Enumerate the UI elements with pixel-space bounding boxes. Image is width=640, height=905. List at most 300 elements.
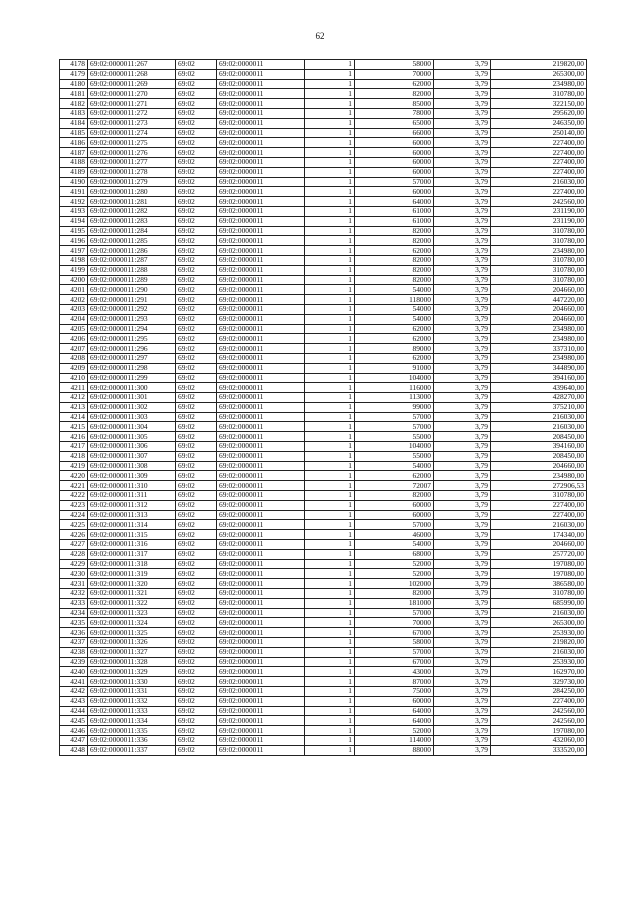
cadastral-value-cell: 204660,00 [491,285,587,295]
cadastral-quarter-cell: 69:02:0000011 [217,500,305,510]
count-cell: 1 [305,422,355,432]
area-cell: 46000 [355,530,434,540]
count-cell: 1 [305,500,355,510]
row-number-cell: 4235 [60,618,88,628]
table-row [60,89,587,99]
cadastral-quarter-cell: 69:02:0000011 [217,167,305,177]
table-row [60,60,587,70]
cadastral-number-cell: 69:02:0000011:321 [88,589,176,599]
district-code-cell: 69:02 [176,167,217,177]
row-number-cell: 4240 [60,667,88,677]
count-cell: 1 [305,745,355,755]
district-code-cell: 69:02 [176,314,217,324]
count-cell: 1 [305,510,355,520]
count-cell: 1 [305,79,355,89]
row-number-cell: 4185 [60,128,88,138]
count-cell: 1 [305,589,355,599]
area-cell: 60000 [355,138,434,148]
count-cell: 1 [305,530,355,540]
cadastral-value-cell: 265300,00 [491,69,587,79]
cadastral-value-cell: 234980,00 [491,353,587,363]
district-code-cell: 69:02 [176,647,217,657]
table-row [60,246,587,256]
cadastral-value-cell: 204660,00 [491,314,587,324]
cadastral-quarter-cell: 69:02:0000011 [217,706,305,716]
area-cell: 57000 [355,422,434,432]
count-cell: 1 [305,157,355,167]
cadastral-quarter-cell: 69:02:0000011 [217,118,305,128]
area-cell: 54000 [355,314,434,324]
district-code-cell: 69:02 [176,520,217,530]
row-number-cell: 4183 [60,108,88,118]
district-code-cell: 69:02 [176,236,217,246]
district-code-cell: 69:02 [176,69,217,79]
row-number-cell: 4203 [60,304,88,314]
area-cell: 54000 [355,304,434,314]
cadastral-number-cell: 69:02:0000011:290 [88,285,176,295]
specific-value-cell: 3,79 [434,461,491,471]
cadastral-number-cell: 69:02:0000011:283 [88,216,176,226]
table-row [60,569,587,579]
cadastral-value-cell: 337310,00 [491,344,587,354]
specific-value-cell: 3,79 [434,745,491,755]
row-number-cell: 4208 [60,353,88,363]
cadastral-quarter-cell: 69:02:0000011 [217,638,305,648]
count-cell: 1 [305,442,355,452]
district-code-cell: 69:02 [176,677,217,687]
area-cell: 78000 [355,108,434,118]
cadastral-number-cell: 69:02:0000011:335 [88,726,176,736]
area-cell: 67000 [355,628,434,638]
cadastral-number-cell: 69:02:0000011:337 [88,745,176,755]
cadastral-quarter-cell: 69:02:0000011 [217,393,305,403]
table-row [60,197,587,207]
specific-value-cell: 3,79 [434,481,491,491]
specific-value-cell: 3,79 [434,579,491,589]
row-number-cell: 4201 [60,285,88,295]
district-code-cell: 69:02 [176,285,217,295]
table-row [60,226,587,236]
count-cell: 1 [305,216,355,226]
cadastral-number-cell: 69:02:0000011:327 [88,647,176,657]
cadastral-number-cell: 69:02:0000011:324 [88,618,176,628]
cadastral-number-cell: 69:02:0000011:281 [88,197,176,207]
cadastral-value-cell: 310780,00 [491,589,587,599]
row-number-cell: 4219 [60,461,88,471]
district-code-cell: 69:02 [176,412,217,422]
district-code-cell: 69:02 [176,157,217,167]
cadastral-quarter-cell: 69:02:0000011 [217,236,305,246]
cadastral-quarter-cell: 69:02:0000011 [217,138,305,148]
area-cell: 61000 [355,216,434,226]
cadastral-value-cell: 447220,00 [491,295,587,305]
count-cell: 1 [305,353,355,363]
count-cell: 1 [305,481,355,491]
row-number-cell: 4220 [60,471,88,481]
district-code-cell: 69:02 [176,177,217,187]
district-code-cell: 69:02 [176,128,217,138]
table-row [60,530,587,540]
specific-value-cell: 3,79 [434,197,491,207]
district-code-cell: 69:02 [176,393,217,403]
table-row [60,461,587,471]
area-cell: 67000 [355,657,434,667]
district-code-cell: 69:02 [176,667,217,677]
cadastral-value-cell: 386580,00 [491,579,587,589]
count-cell: 1 [305,236,355,246]
area-cell: 54000 [355,540,434,550]
area-cell: 62000 [355,324,434,334]
count-cell: 1 [305,716,355,726]
cadastral-number-cell: 69:02:0000011:320 [88,579,176,589]
cadastral-value-cell: 219820,00 [491,638,587,648]
row-number-cell: 4246 [60,726,88,736]
row-number-cell: 4210 [60,373,88,383]
specific-value-cell: 3,79 [434,677,491,687]
area-cell: 57000 [355,177,434,187]
cadastral-quarter-cell: 69:02:0000011 [217,363,305,373]
row-number-cell: 4230 [60,569,88,579]
cadastral-quarter-cell: 69:02:0000011 [217,275,305,285]
row-number-cell: 4231 [60,579,88,589]
count-cell: 1 [305,177,355,187]
district-code-cell: 69:02 [176,373,217,383]
cadastral-quarter-cell: 69:02:0000011 [217,334,305,344]
cadastral-number-cell: 69:02:0000011:292 [88,304,176,314]
table-row [60,579,587,589]
count-cell: 1 [305,187,355,197]
table-row [60,471,587,481]
count-cell: 1 [305,402,355,412]
cadastral-quarter-cell: 69:02:0000011 [217,608,305,618]
row-number-cell: 4243 [60,696,88,706]
area-cell: 60000 [355,167,434,177]
cadastral-value-cell: 257720,00 [491,549,587,559]
cadastral-value-cell: 216030,00 [491,422,587,432]
row-number-cell: 4245 [60,716,88,726]
specific-value-cell: 3,79 [434,285,491,295]
cadastral-quarter-cell: 69:02:0000011 [217,69,305,79]
specific-value-cell: 3,79 [434,726,491,736]
area-cell: 68000 [355,549,434,559]
cadastral-value-cell: 310780,00 [491,236,587,246]
table-row [60,383,587,393]
specific-value-cell: 3,79 [434,716,491,726]
cadastral-number-cell: 69:02:0000011:295 [88,334,176,344]
cadastral-quarter-cell: 69:02:0000011 [217,197,305,207]
cadastral-value-cell: 197080,00 [491,569,587,579]
specific-value-cell: 3,79 [434,638,491,648]
cadastral-number-cell: 69:02:0000011:284 [88,226,176,236]
cadastral-value-cell: 310780,00 [491,275,587,285]
specific-value-cell: 3,79 [434,344,491,354]
table-row [60,275,587,285]
count-cell: 1 [305,638,355,648]
district-code-cell: 69:02 [176,226,217,236]
cadastral-value-cell: 439640,00 [491,383,587,393]
area-cell: 87000 [355,677,434,687]
table-row [60,373,587,383]
table-row [60,442,587,452]
cadastral-value-cell: 197080,00 [491,726,587,736]
district-code-cell: 69:02 [176,638,217,648]
district-code-cell: 69:02 [176,726,217,736]
count-cell: 1 [305,60,355,70]
table-row [60,344,587,354]
row-number-cell: 4182 [60,99,88,109]
cadastral-number-cell: 69:02:0000011:313 [88,510,176,520]
district-code-cell: 69:02 [176,481,217,491]
cadastral-number-cell: 69:02:0000011:300 [88,383,176,393]
cadastral-number-cell: 69:02:0000011:297 [88,353,176,363]
cadastral-value-cell: 295620,00 [491,108,587,118]
specific-value-cell: 3,79 [434,687,491,697]
specific-value-cell: 3,79 [434,177,491,187]
count-cell: 1 [305,206,355,216]
cadastral-number-cell: 69:02:0000011:277 [88,157,176,167]
specific-value-cell: 3,79 [434,99,491,109]
cadastral-value-cell: 227400,00 [491,696,587,706]
cadastral-number-cell: 69:02:0000011:286 [88,246,176,256]
count-cell: 1 [305,118,355,128]
cadastral-number-cell: 69:02:0000011:288 [88,265,176,275]
specific-value-cell: 3,79 [434,79,491,89]
cadastral-quarter-cell: 69:02:0000011 [217,422,305,432]
table-row [60,69,587,79]
cadastral-number-cell: 69:02:0000011:294 [88,324,176,334]
specific-value-cell: 3,79 [434,628,491,638]
area-cell: 118000 [355,295,434,305]
district-code-cell: 69:02 [176,383,217,393]
district-code-cell: 69:02 [176,589,217,599]
cadastral-number-cell: 69:02:0000011:311 [88,491,176,501]
cadastral-quarter-cell: 69:02:0000011 [217,60,305,70]
table-row [60,422,587,432]
specific-value-cell: 3,79 [434,442,491,452]
table-row [60,157,587,167]
cadastral-number-cell: 69:02:0000011:280 [88,187,176,197]
table-row [60,304,587,314]
area-cell: 62000 [355,246,434,256]
district-code-cell: 69:02 [176,716,217,726]
district-code-cell: 69:02 [176,549,217,559]
cadastral-quarter-cell: 69:02:0000011 [217,628,305,638]
row-number-cell: 4238 [60,647,88,657]
area-cell: 88000 [355,745,434,755]
table-row [60,657,587,667]
specific-value-cell: 3,79 [434,735,491,745]
area-cell: 99000 [355,402,434,412]
table-row [60,353,587,363]
district-code-cell: 69:02 [176,108,217,118]
cadastral-number-cell: 69:02:0000011:332 [88,696,176,706]
row-number-cell: 4207 [60,344,88,354]
cadastral-quarter-cell: 69:02:0000011 [217,373,305,383]
cadastral-quarter-cell: 69:02:0000011 [217,491,305,501]
cadastral-quarter-cell: 69:02:0000011 [217,99,305,109]
cadastral-quarter-cell: 69:02:0000011 [217,226,305,236]
row-number-cell: 4191 [60,187,88,197]
row-number-cell: 4242 [60,687,88,697]
row-number-cell: 4202 [60,295,88,305]
district-code-cell: 69:02 [176,471,217,481]
cadastral-value-cell: 227400,00 [491,500,587,510]
cadastral-value-cell: 234980,00 [491,334,587,344]
area-cell: 52000 [355,559,434,569]
area-cell: 75000 [355,687,434,697]
area-cell: 65000 [355,118,434,128]
district-code-cell: 69:02 [176,442,217,452]
area-cell: 43000 [355,667,434,677]
count-cell: 1 [305,393,355,403]
district-code-cell: 69:02 [176,206,217,216]
row-number-cell: 4180 [60,79,88,89]
district-code-cell: 69:02 [176,187,217,197]
area-cell: 58000 [355,60,434,70]
district-code-cell: 69:02 [176,491,217,501]
table-row [60,559,587,569]
row-number-cell: 4225 [60,520,88,530]
specific-value-cell: 3,79 [434,246,491,256]
cadastral-number-cell: 69:02:0000011:307 [88,451,176,461]
district-code-cell: 69:02 [176,216,217,226]
specific-value-cell: 3,79 [434,314,491,324]
cadastral-value-cell: 375210,00 [491,402,587,412]
cadastral-value-cell: 197080,00 [491,559,587,569]
cadastral-quarter-cell: 69:02:0000011 [217,559,305,569]
specific-value-cell: 3,79 [434,657,491,667]
table-row [60,549,587,559]
cadastral-number-cell: 69:02:0000011:314 [88,520,176,530]
area-cell: 104000 [355,442,434,452]
specific-value-cell: 3,79 [434,530,491,540]
district-code-cell: 69:02 [176,569,217,579]
table-row [60,108,587,118]
table-row [60,393,587,403]
area-cell: 66000 [355,128,434,138]
cadastral-value-cell: 234980,00 [491,324,587,334]
cadastral-number-cell: 69:02:0000011:328 [88,657,176,667]
count-cell: 1 [305,363,355,373]
area-cell: 62000 [355,353,434,363]
table-row [60,735,587,745]
cadastral-number-cell: 69:02:0000011:276 [88,148,176,158]
count-cell: 1 [305,334,355,344]
cadastral-number-cell: 69:02:0000011:304 [88,422,176,432]
district-code-cell: 69:02 [176,598,217,608]
district-code-cell: 69:02 [176,745,217,755]
table-row [60,138,587,148]
cadastral-number-cell: 69:02:0000011:334 [88,716,176,726]
row-number-cell: 4194 [60,216,88,226]
cadastral-value-cell: 204660,00 [491,540,587,550]
row-number-cell: 4199 [60,265,88,275]
cadastral-quarter-cell: 69:02:0000011 [217,589,305,599]
table-row [60,216,587,226]
specific-value-cell: 3,79 [434,255,491,265]
district-code-cell: 69:02 [176,295,217,305]
table-row [60,647,587,657]
specific-value-cell: 3,79 [434,69,491,79]
specific-value-cell: 3,79 [434,206,491,216]
row-number-cell: 4200 [60,275,88,285]
area-cell: 85000 [355,99,434,109]
specific-value-cell: 3,79 [434,353,491,363]
count-cell: 1 [305,657,355,667]
table-row [60,128,587,138]
row-number-cell: 4224 [60,510,88,520]
cadastral-quarter-cell: 69:02:0000011 [217,716,305,726]
district-code-cell: 69:02 [176,510,217,520]
count-cell: 1 [305,246,355,256]
count-cell: 1 [305,471,355,481]
specific-value-cell: 3,79 [434,187,491,197]
cadastral-quarter-cell: 69:02:0000011 [217,383,305,393]
table-row [60,540,587,550]
cadastral-number-cell: 69:02:0000011:305 [88,432,176,442]
cadastral-value-cell: 310780,00 [491,89,587,99]
cadastral-quarter-cell: 69:02:0000011 [217,598,305,608]
specific-value-cell: 3,79 [434,422,491,432]
row-number-cell: 4197 [60,246,88,256]
cadastral-quarter-cell: 69:02:0000011 [217,647,305,657]
cadastral-quarter-cell: 69:02:0000011 [217,549,305,559]
specific-value-cell: 3,79 [434,60,491,70]
row-number-cell: 4206 [60,334,88,344]
cadastral-number-cell: 69:02:0000011:302 [88,402,176,412]
row-number-cell: 4222 [60,491,88,501]
cadastral-value-cell: 204660,00 [491,461,587,471]
count-cell: 1 [305,344,355,354]
cadastral-quarter-cell: 69:02:0000011 [217,677,305,687]
count-cell: 1 [305,412,355,422]
cadastral-quarter-cell: 69:02:0000011 [217,314,305,324]
count-cell: 1 [305,108,355,118]
cadastral-number-cell: 69:02:0000011:336 [88,735,176,745]
count-cell: 1 [305,726,355,736]
specific-value-cell: 3,79 [434,157,491,167]
cadastral-number-cell: 69:02:0000011:279 [88,177,176,187]
row-number-cell: 4186 [60,138,88,148]
cadastral-value-cell: 234980,00 [491,79,587,89]
count-cell: 1 [305,520,355,530]
cadastral-value-cell: 242560,00 [491,716,587,726]
district-code-cell: 69:02 [176,579,217,589]
district-code-cell: 69:02 [176,148,217,158]
cadastral-quarter-cell: 69:02:0000011 [217,246,305,256]
area-cell: 60000 [355,500,434,510]
specific-value-cell: 3,79 [434,608,491,618]
table-row [60,334,587,344]
row-number-cell: 4234 [60,608,88,618]
district-code-cell: 69:02 [176,246,217,256]
area-cell: 58000 [355,638,434,648]
table-row [60,520,587,530]
specific-value-cell: 3,79 [434,118,491,128]
table-row [60,363,587,373]
cadastral-value-cell: 242560,00 [491,197,587,207]
cadastral-value-cell: 333520,00 [491,745,587,755]
cadastral-value-table [59,59,587,756]
table-row [60,236,587,246]
area-cell: 181000 [355,598,434,608]
count-cell: 1 [305,197,355,207]
cadastral-number-cell: 69:02:0000011:267 [88,60,176,70]
count-cell: 1 [305,667,355,677]
area-cell: 82000 [355,226,434,236]
cadastral-number-cell: 69:02:0000011:317 [88,549,176,559]
count-cell: 1 [305,89,355,99]
